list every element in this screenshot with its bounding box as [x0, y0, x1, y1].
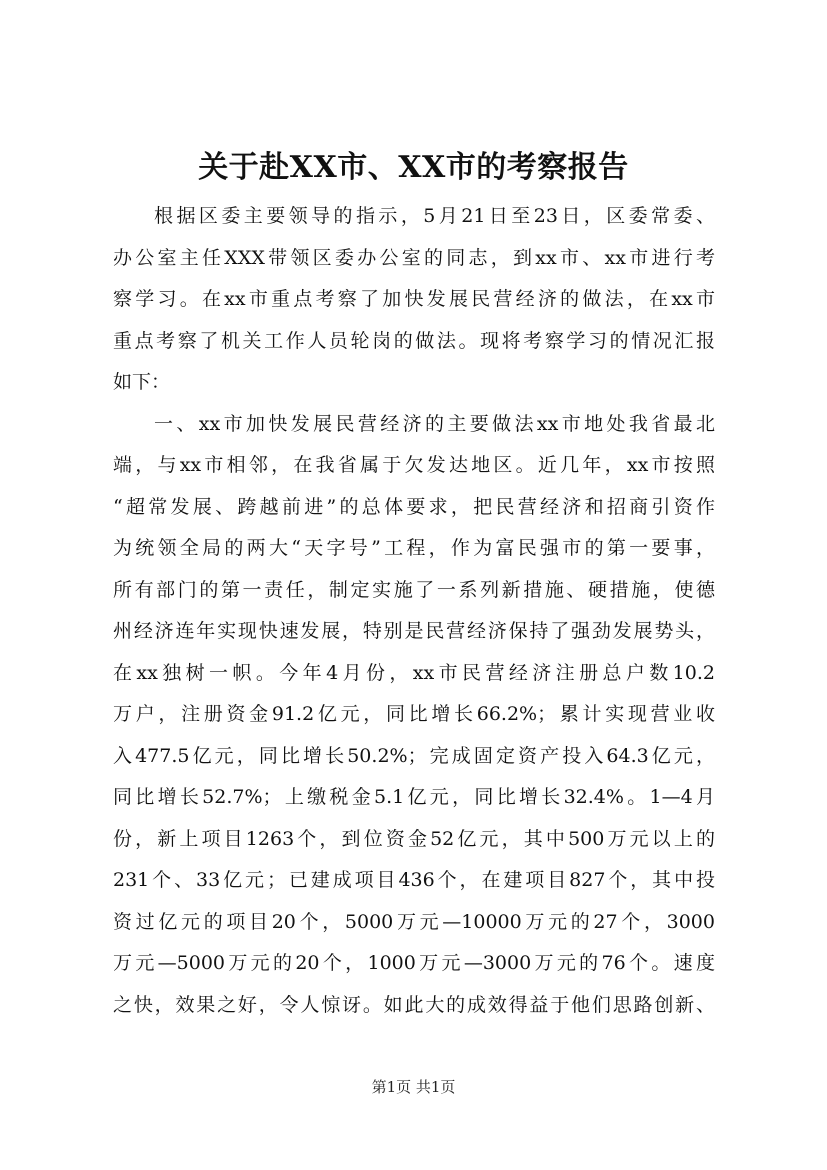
paragraph-line: 万户，注册资金91.2亿元，同比增长66.2%；累计实现营业收: [113, 703, 715, 725]
paragraph-line: 一、xx市加快发展民营经济的主要做法xx市地处我省最北: [154, 412, 715, 435]
document-body: [113, 196, 715, 1026]
paragraph-line: 办公室主任XXX带领区委办公室的同志，到xx市、xx市进行考: [113, 246, 715, 269]
document-title: 关于赴XX市、XX市的考察报告: [198, 150, 629, 185]
paragraph-line: 在xx独树一帜。今年4月份，xx市民营经济注册总户数10.2: [113, 661, 715, 684]
paragraph-line: 资过亿元的项目20个，5000万元—10000万元的27个，3000: [113, 910, 715, 933]
paragraph-line: 如下：: [113, 371, 171, 393]
paragraph-line: 察学习。在xx市重点考察了加快发展民营经济的做法，在xx市: [113, 288, 715, 310]
paragraph-1: [113, 196, 715, 404]
paragraph-line: “超常发展、跨越前进”的总体要求，把民营经济和招商引资作: [113, 495, 715, 518]
paragraph-line: 同比增长52.7%；上缴税金5.1亿元，同比增长32.4%。1—4月: [113, 786, 715, 808]
paragraph-line: 州经济连年实现快速发展，特别是民营经济保持了强劲发展势头，: [113, 620, 715, 642]
paragraph-2: [113, 404, 715, 1027]
paragraph-line: 根据区委主要领导的指示，5月21日至23日，区委常委、: [154, 205, 715, 227]
page-footer: 第1页 共1页: [371, 1078, 456, 1096]
paragraph-line: 之快，效果之好，令人惊讶。如此大的成效得益于他们思路创新、: [113, 993, 715, 1016]
paragraph-line: 所有部门的第一责任，制定实施了一系列新措施、硬措施，使德: [113, 578, 715, 601]
paragraph-line: 为统领全局的两大“天字号”工程，作为富民强市的第一要事，: [113, 537, 715, 559]
paragraph-line: 入477.5亿元，同比增长50.2%；完成固定资产投入64.3亿元，: [113, 744, 715, 767]
paragraph-line: 231个、33亿元；已建成项目436个，在建项目827个，其中投: [113, 869, 715, 891]
paragraph-line: 份，新上项目1263个，到位资金52亿元，其中500万元以上的: [113, 827, 715, 850]
paragraph-line: 端，与xx市相邻，在我省属于欠发达地区。近几年，xx市按照: [113, 454, 715, 476]
paragraph-line: 万元—5000万元的20个，1000万元—3000万元的76个。速度: [113, 952, 715, 974]
paragraph-line: 重点考察了机关工作人员轮岗的做法。现将考察学习的情况汇报: [113, 329, 715, 352]
